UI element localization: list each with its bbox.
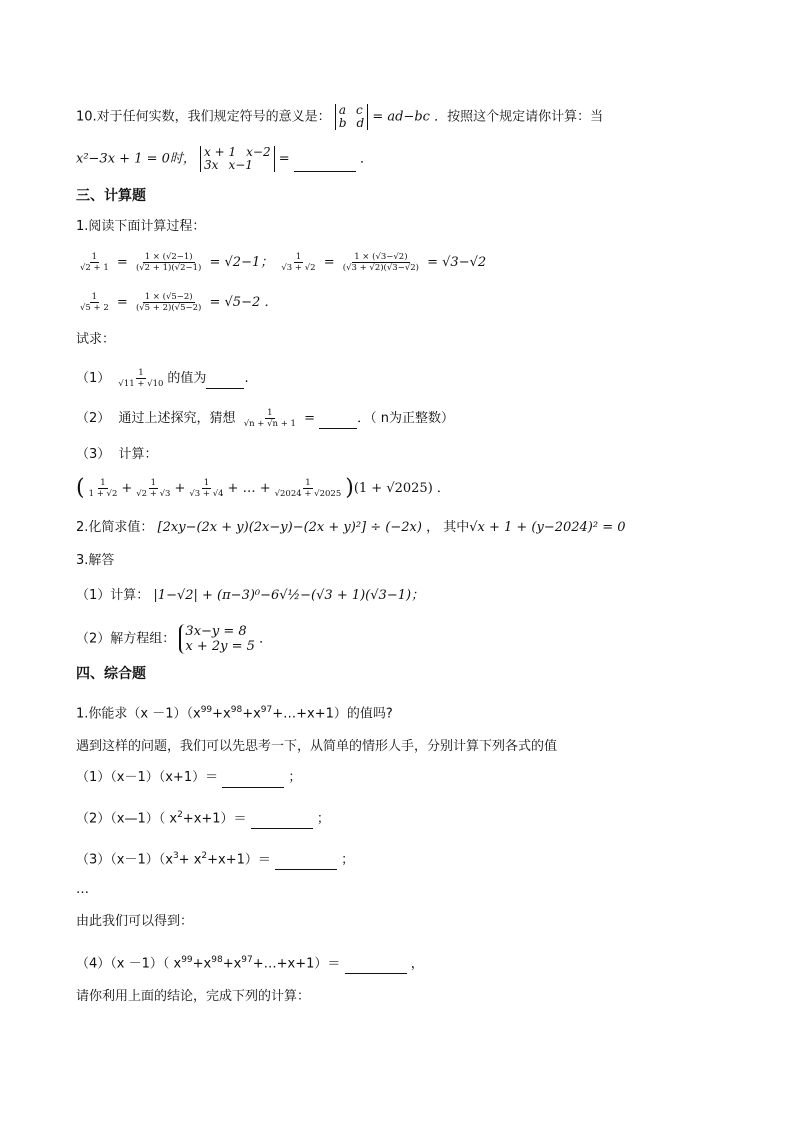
- ex3-f1-den: √5 + 2: [80, 303, 109, 313]
- det-c: c: [355, 103, 363, 117]
- c1-row3: [76, 846, 354, 870]
- sub3-tail: (1 + √2025) ．: [353, 481, 450, 496]
- c1-r2b: +x+1）＝: [182, 811, 247, 827]
- p1-ask: 试求：: [76, 332, 116, 347]
- p1-example-1-2: $\frac{1}{√2 + 1}$ = $\frac{1 \times (√2-1)}{(√2 + 1)(√2-1)}$ = √2−1； $\frac{1}{√3 + √2}$ = $\frac{1 \times (√3-√2)}{(√3 + √2)(√3-√2)}$ = √3−√2: [80, 252, 487, 273]
- c1-q-exp2: 98: [230, 705, 243, 715]
- p2-text: 2.化简求值：: [76, 520, 154, 535]
- c1-r2-exp: 2: [177, 810, 183, 820]
- p3-sub2: [76, 624, 272, 654]
- ex3-f1-num: 1: [91, 292, 98, 302]
- sub1-end: .: [244, 371, 249, 386]
- c1-r4-exp3: 97: [241, 955, 253, 965]
- sub2-text: 通过上述探究，猜想: [118, 411, 236, 426]
- q10-answer-blank[interactable]: [294, 157, 356, 172]
- sub3-term1-den: 1 + √2: [88, 489, 118, 499]
- ex3-f2-num: 1 × (√5−2): [144, 292, 193, 302]
- sub3-text: 计算：: [118, 447, 158, 462]
- sub2-den: √n + √n + 1: [243, 419, 296, 429]
- sub3-term3-num: 1: [203, 478, 210, 488]
- c1-r4-exp2: 98: [211, 955, 223, 965]
- c1-r4-blank[interactable]: [345, 959, 407, 974]
- q10-text2: ．按照这个规定请你计算：当: [434, 109, 604, 125]
- sub1-text: 的值为: [167, 371, 207, 386]
- c1-dots: …: [76, 882, 89, 897]
- sub1-answer-blank[interactable]: [206, 374, 244, 389]
- sub3-term4-num: 1: [305, 478, 311, 488]
- q10-text1: 10.对于任何实数，我们规定符号的意义是：: [76, 109, 331, 125]
- c1-r4-end: ，: [410, 956, 424, 972]
- c1-row1: [76, 768, 301, 788]
- p3-sub1-expression: |1−√2| + (π−3)⁰−6√½−(√3 + 1)(√3−1)；: [153, 588, 425, 603]
- c1-q: 1.你能求（x －1）（x: [76, 706, 201, 722]
- p3-title: 3.解答: [76, 553, 115, 568]
- c1-q-end: +…+x+1）的值吗?: [272, 706, 393, 722]
- c1-r4c: +x: [222, 956, 242, 972]
- q10-line2: [76, 146, 373, 172]
- c1-r3a: （3）（x－1）（x: [76, 852, 173, 868]
- section3-title: 三、计算题: [76, 188, 146, 204]
- c1-q-m2: +x: [242, 706, 261, 722]
- p1-example-3: $\frac{1}{√5 + 2}$ = $\frac{1 \times (√5-2)}{(√5 + 2)(√5-2)}$ = √5−2 ．: [80, 292, 278, 313]
- ex2-f1-num: 1: [295, 252, 302, 262]
- c1-derive: 由此我们可以得到：: [76, 914, 194, 929]
- determinant-x: [200, 146, 275, 172]
- det-m22: x−1: [228, 158, 253, 172]
- ex2-f2-den: (√3 + √2)(√3−√2): [342, 263, 419, 273]
- q10-equals: =: [278, 151, 290, 167]
- c1-row4: [76, 950, 424, 974]
- sub1-den: √11 + √10: [118, 379, 164, 389]
- sub3-term4-den: √2024 + √2025: [274, 489, 342, 499]
- p1-sub2: [76, 408, 454, 429]
- sub2-answer-blank[interactable]: [319, 414, 357, 429]
- p3-sub2-label: （2）解方程组：: [76, 631, 176, 647]
- det-m21: 3x: [204, 158, 219, 172]
- c1-r3c: +x+1）＝: [207, 852, 271, 868]
- c1-row2: [76, 805, 330, 829]
- p2-expression: [2xy−(2x + y)(2x−y)−(2x + y)²] ÷ (−2x): [157, 520, 422, 535]
- ex1-f2-den: (√2 + 1)(√2−1): [135, 263, 202, 273]
- p3-sub1-label: （1）计算：: [76, 588, 150, 603]
- equation-system: [179, 624, 255, 654]
- sub2-end: ．（ n为正整数）: [357, 411, 455, 426]
- c1-r3-exp2: 2: [201, 851, 208, 861]
- ex1-result: = √2−1；: [209, 255, 274, 270]
- c1-r2-blank[interactable]: [251, 814, 313, 829]
- ex1-f2-num: 1 × (√2−1): [144, 252, 193, 262]
- c1-r2-end: ；: [316, 811, 330, 827]
- sub2-equals: =: [304, 411, 315, 426]
- p3-sub2-end: ．: [259, 631, 273, 647]
- ex1-f1-den: √2 + 1: [80, 263, 109, 273]
- c1-r3-blank[interactable]: [275, 855, 337, 870]
- p1-sub1: [76, 368, 249, 389]
- ex2-f2-num: 1 × (√3−√2): [354, 252, 408, 262]
- c1-r1-blank[interactable]: [222, 773, 284, 788]
- c1-r4-exp1: 99: [181, 955, 193, 965]
- c1-r1-end: ；: [288, 770, 302, 785]
- p1-sub3-label-line: [76, 445, 158, 465]
- p1-sub3-expr: ( $\frac{1}{1 + √2}$ + $\frac{1}{√2 + √3}$ + $\frac{1}{√3 + √4}$ + … + $\frac{1}{√2024 + √2025}$ )(1 + √2025) ．: [76, 475, 450, 501]
- c1-r1-text: （1）（x－1）（x+1）＝: [76, 770, 219, 785]
- det-m12: x−2: [246, 145, 271, 159]
- det-m11: x + 1: [204, 145, 237, 159]
- ex2-f1-den: √3 + √2: [281, 263, 316, 273]
- determinant-abcd: [335, 104, 368, 130]
- system-eq2: x + 2y = 5: [185, 639, 255, 654]
- c1-r4a: （4）（x －1）（ x: [76, 956, 182, 972]
- det-b: b: [338, 116, 347, 130]
- c1-q-m1: +x: [212, 706, 231, 722]
- p2-condition: √x + 1 + (y−2024)² = 0: [469, 520, 626, 535]
- system-eq1: 3x−y = 8: [185, 624, 247, 639]
- ex1-f1-num: 1: [91, 252, 98, 262]
- q10-end: ．: [359, 151, 373, 167]
- ex3-f2-den: (√5 + 2)(√5−2): [135, 303, 202, 313]
- c1-r4d: +…+x+1）＝: [252, 956, 341, 972]
- c1-q-exp1: 99: [200, 705, 213, 715]
- c1-q-exp3: 97: [260, 705, 273, 715]
- p2-mid: ， 其中: [426, 520, 470, 535]
- q10-line1: [76, 104, 603, 130]
- p2-line: [76, 518, 626, 538]
- sub3-term3-den: √3 + √4: [189, 489, 224, 499]
- p3-sub1: [76, 586, 424, 606]
- sub3-term2-num: 1: [150, 478, 157, 488]
- section4-title: 四、综合题: [76, 666, 146, 682]
- sub1-num: 1: [138, 368, 144, 378]
- c1-r3-end: ；: [341, 852, 355, 868]
- c1-r2a: （2）（x—1）（ x: [76, 811, 178, 827]
- c1-question: [76, 700, 393, 724]
- c1-final: 请你利用上面的结论，完成下列的计算：: [76, 989, 311, 1004]
- det-a: a: [338, 103, 346, 117]
- sub3-label: （3）: [76, 447, 111, 462]
- c1-r3-exp1: 3: [172, 851, 179, 861]
- sub2-num: 1: [267, 408, 273, 418]
- p1-intro: 1.阅读下面计算过程：: [76, 219, 206, 234]
- c1-hint: 遇到这样的问题，我们可以先思考一下，从简单的情形人手，分别计算下列各式的值: [76, 739, 558, 754]
- ex2-result: = √3−√2: [427, 255, 487, 270]
- q10-condition: x²−3x + 1 = 0时，: [76, 151, 196, 167]
- det-definition: = ad−bc: [372, 109, 430, 125]
- det-d: d: [356, 116, 365, 130]
- sub2-label: （2）: [76, 411, 111, 426]
- sub3-term1-num: 1: [100, 478, 106, 488]
- sub3-dots: + … +: [227, 481, 271, 496]
- sub1-label: （1）: [76, 371, 111, 386]
- ex3-result: = √5−2 ．: [209, 295, 278, 310]
- c1-r4b: +x: [192, 956, 212, 972]
- c1-r3b: + x: [178, 852, 202, 868]
- sub3-term2-den: √2 + √3: [136, 489, 171, 499]
